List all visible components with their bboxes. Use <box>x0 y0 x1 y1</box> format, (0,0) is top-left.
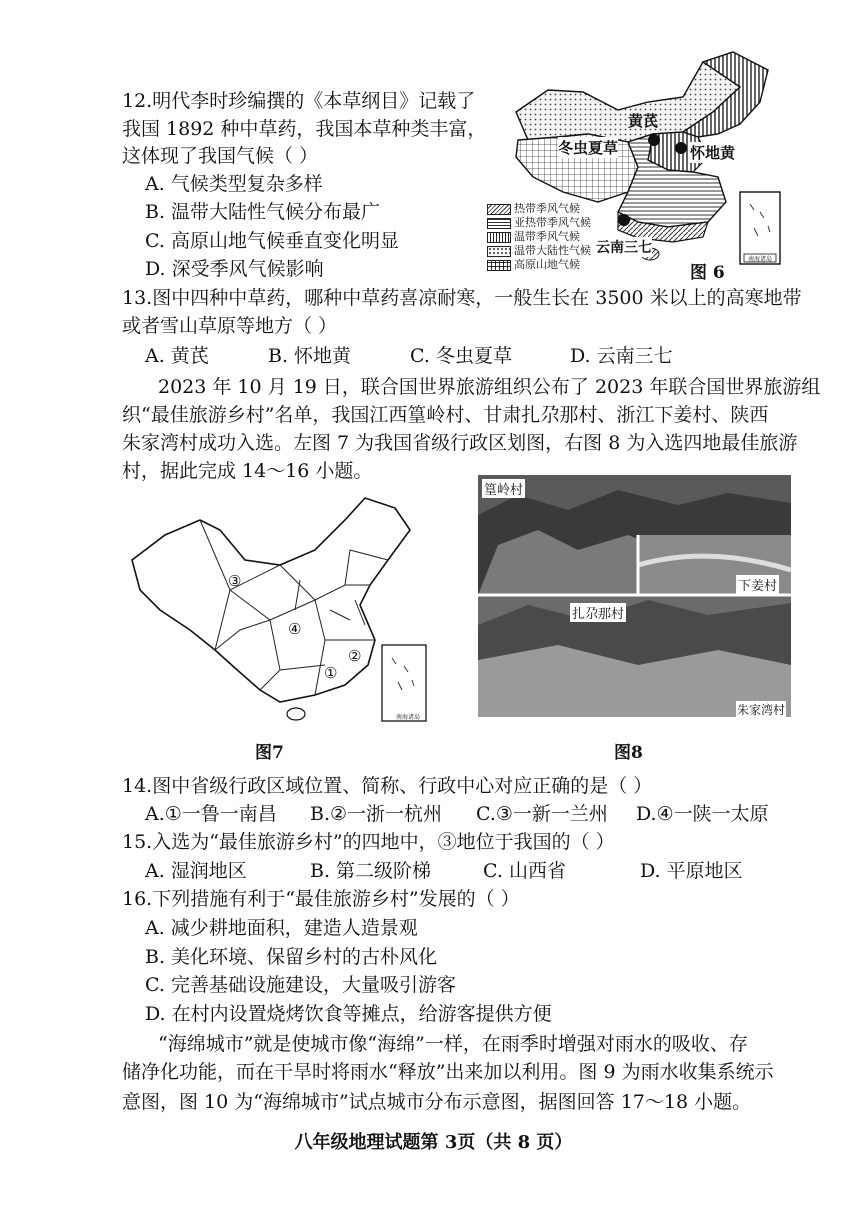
fig6-place-dongchongxiacao: 冬虫夏草 <box>558 139 619 157</box>
fig6-legend-row-5 <box>487 256 580 272</box>
fig7-marker-2: ② <box>348 647 362 665</box>
q13-option-c: C. 冬虫夏草 <box>410 345 512 367</box>
q14-stem: 14.图中省级行政区域位置、简称、行政中心对应正确的是（ ） <box>122 775 653 797</box>
passage1-line-1: 2023 年 10 月 19 日，联合国世界旅游组织公布了 2023 年联合国世界旅游组 <box>158 376 821 398</box>
fig6-place-huangqi: 黄芪 <box>628 112 659 130</box>
fig6-inset-label: 南海诸岛 <box>748 256 773 263</box>
q14-option-c: C.③一新一兰州 <box>476 803 608 825</box>
fig8-caption: 图8 <box>614 743 643 763</box>
fig7-province-map <box>120 490 450 730</box>
diagonal-hatch-swatch-icon <box>487 204 511 215</box>
q12-option-b: B. 温带大陆性气候分布最广 <box>145 201 381 223</box>
q12-option-a: A. 气候类型复杂多样 <box>145 173 323 195</box>
fig6-caption: 图 6 <box>690 263 725 283</box>
q16-stem: 16.下列措施有利于“最佳旅游乡村”发展的（ ） <box>122 888 520 910</box>
q16-option-b: B. 美化环境、保留乡村的古朴风化 <box>145 946 438 968</box>
q16-option-a: A. 减少耕地面积，建造人造景观 <box>145 917 418 939</box>
q15-option-b: B. 第二级阶梯 <box>310 860 432 882</box>
fig7-inset-label: 南海诸岛 <box>396 714 421 721</box>
dotted-swatch-icon <box>487 246 511 257</box>
q13-stem-line-2: 或者雪山草原等地方（ ） <box>122 315 338 337</box>
fig7-marker-4: ④ <box>288 620 302 638</box>
fig7-caption: 图7 <box>255 743 284 763</box>
q12-option-c: C. 高原山地气候垂直变化明显 <box>145 230 399 252</box>
fig8-label-huanglingcun: 篁岭村 <box>482 479 525 498</box>
fig8-label-xiajiangcun: 下姜村 <box>736 575 779 594</box>
fig6-legend-label: 热带季风气候 <box>514 202 580 215</box>
grid-swatch-icon <box>487 260 511 271</box>
passage1-line-4: 村，据此完成 14～16 小题。 <box>122 460 373 482</box>
fig7-map-graphic <box>120 490 450 730</box>
horizontal-hatch-swatch-icon <box>487 218 511 229</box>
fig6-legend-label: 亚热带季风气候 <box>514 216 591 229</box>
fig6-legend-label: 高原山地气候 <box>514 258 580 271</box>
fig7-marker-1: ① <box>324 664 338 682</box>
vertical-hatch-swatch-icon <box>487 232 511 243</box>
q12-stem-line-3: 这体现了我国气候（ ） <box>122 145 319 167</box>
q12-option-d: D. 深受季风气候影响 <box>145 258 324 280</box>
passage1-line-2: 织“最佳旅游乡村”名单，我国江西篁岭村、甘肃扎尕那村、浙江下姜村、陕西 <box>122 404 769 426</box>
q16-option-c: C. 完善基础设施建设，大量吸引游客 <box>145 974 456 996</box>
q13-stem-line-1: 13.图中四种中草药，哪种中草药喜凉耐寒，一般生长在 3500 米以上的高寒地带 <box>122 287 802 309</box>
q12-stem-line-1: 12.明代李时珍编撰的《本草纲目》记载了 <box>122 90 476 112</box>
q13-option-b: B. 怀地黄 <box>268 345 352 367</box>
q14-option-d: D.④一陕一太原 <box>636 803 769 825</box>
q14-option-b: B.②一浙一杭州 <box>310 803 443 825</box>
passage1-line-3: 朱家湾村成功入选。左图 7 为我国省级行政区划图，右图 8 为入选四地最佳旅游 <box>122 432 798 454</box>
q15-option-d: D. 平原地区 <box>640 860 743 882</box>
passage2-line-3: 意图，图 10 为“海绵城市”试点城市分布示意图，据图回答 17～18 小题。 <box>122 1091 752 1113</box>
page-footer: 八年级地理试题第 3页（共 8 页） <box>294 1132 573 1153</box>
q14-option-a: A.①一鲁一南昌 <box>145 803 277 825</box>
q16-option-d: D. 在村内设置烧烤饮食等摊点，给游客提供方便 <box>145 1003 552 1025</box>
q13-option-d: D. 云南三七 <box>570 345 673 367</box>
fig6-place-huaidihuang: 怀地黄 <box>690 144 736 162</box>
fig8-photo-collage <box>478 475 791 717</box>
fig8-photo-graphic <box>478 475 791 717</box>
q13-option-a: A. 黄芪 <box>145 345 209 367</box>
q15-option-a: A. 湿润地区 <box>145 860 247 882</box>
fig7-marker-3: ③ <box>228 572 242 590</box>
fig6-legend-label: 温带大陆性气候 <box>514 244 591 257</box>
q12-stem-line-2: 我国 1892 种中草药，我国本草种类丰富， <box>122 118 487 140</box>
fig8-label-zhagananacun: 扎尕那村 <box>570 603 626 622</box>
q15-stem: 15.入选为“最佳旅游乡村”的四地中，③地位于我国的（ ） <box>122 831 615 853</box>
fig6-legend-label: 温带季风气候 <box>514 230 580 243</box>
fig8-label-zhujiawancun: 朱家湾村 <box>737 703 786 717</box>
passage2-line-1: “海绵城市”就是使城市像“海绵”一样，在雨季时增强对雨水的吸收、存 <box>158 1033 748 1055</box>
fig6-place-yunnansanqi: 云南三七 <box>596 237 652 257</box>
q15-option-c: C. 山西省 <box>483 860 566 882</box>
passage2-line-2: 储净化功能，而在干旱时将雨水“释放”出来加以利用。图 9 为雨水收集系统示 <box>122 1061 774 1083</box>
